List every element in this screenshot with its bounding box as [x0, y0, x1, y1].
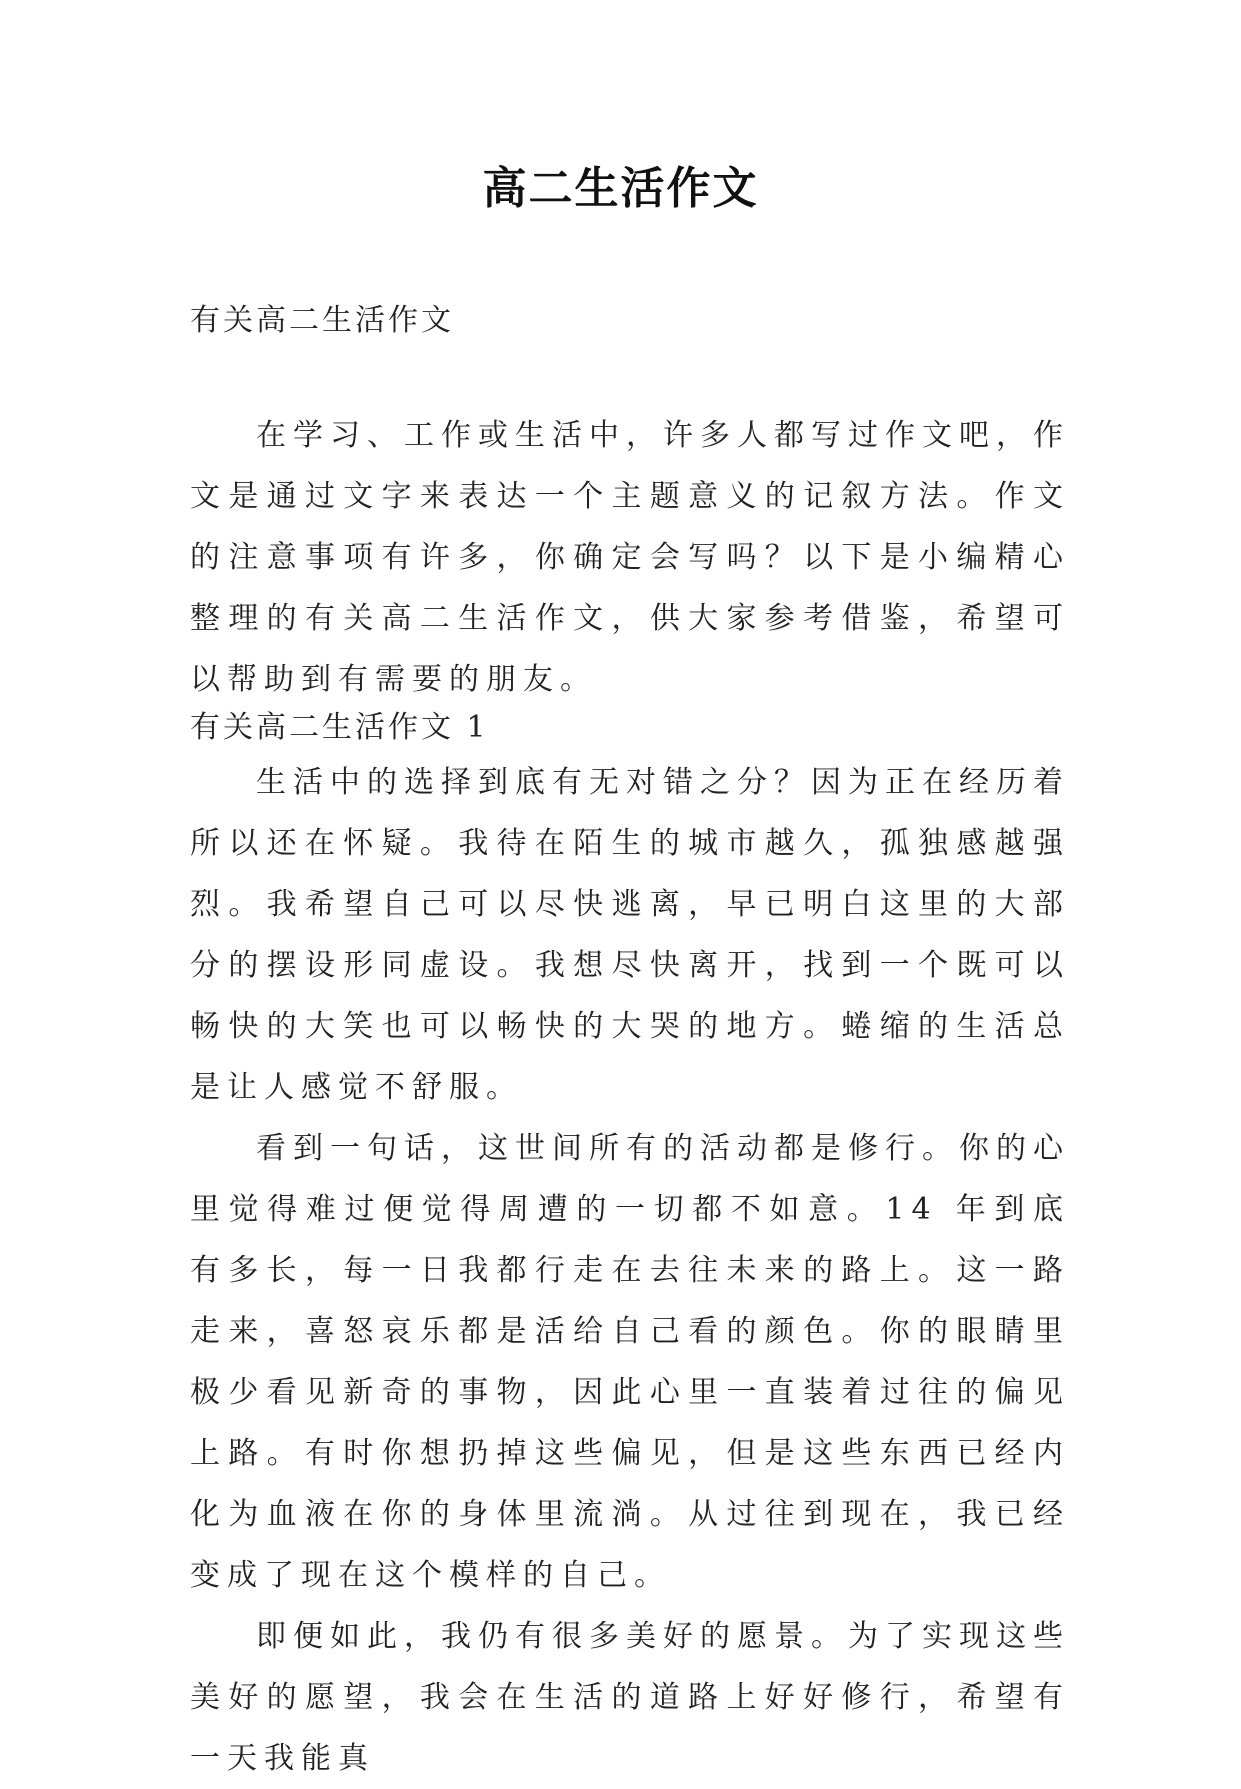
- essay-paragraph-2: 看到一句话，这世间所有的活动都是修行。你的心里觉得难过便觉得周遭的一切都不如意。14 年到底有多长，每一日我都行走在去往未来的路上。这一路走来，喜怒哀乐都是活给自己看的颜色。你的眼睛里极少看见新奇的事物，因此心里一直装着过往的偏见上路。有时你想扔掉这些偏见，但是这些东西已经内化为血液在你的身体里流淌。从过往到现在，我已经变成了现在这个模样的自己。: [190, 1131, 1070, 1593]
- essay-body: [190, 752, 1070, 1789]
- essay-paragraph-1: 生活中的选择到底有无对错之分？因为正在经历着所以还在怀疑。我待在陌生的城市越久，孤独感越强烈。我希望自己可以尽快逃离，早已明白这里的大部分的摆设形同虚设。我想尽快离开，找到一个既可以畅快的大笑也可以畅快的大哭的地方。蜷缩的生活总是让人感觉不舒服。: [190, 765, 1070, 1105]
- essay-paragraph-3: 即便如此，我仍有很多美好的愿景。为了实现这些美好的愿望，我会在生活的道路上好好修行，希望有一天我能真: [190, 1619, 1070, 1776]
- document-subtitle: 有关高二生活作文: [190, 303, 454, 338]
- intro-paragraph: 在学习、工作或生活中，许多人都写过作文吧，作文是通过文字来表达一个主题意义的记叙方法。作文的注意事项有许多，你确定会写吗？以下是小编精心整理的有关高二生活作文，供大家参考借鉴，希望可以帮助到有需要的朋友。: [190, 418, 1070, 697]
- document-title: 高二生活作文: [482, 163, 759, 214]
- section-heading: 有关高二生活作文 1: [190, 710, 489, 745]
